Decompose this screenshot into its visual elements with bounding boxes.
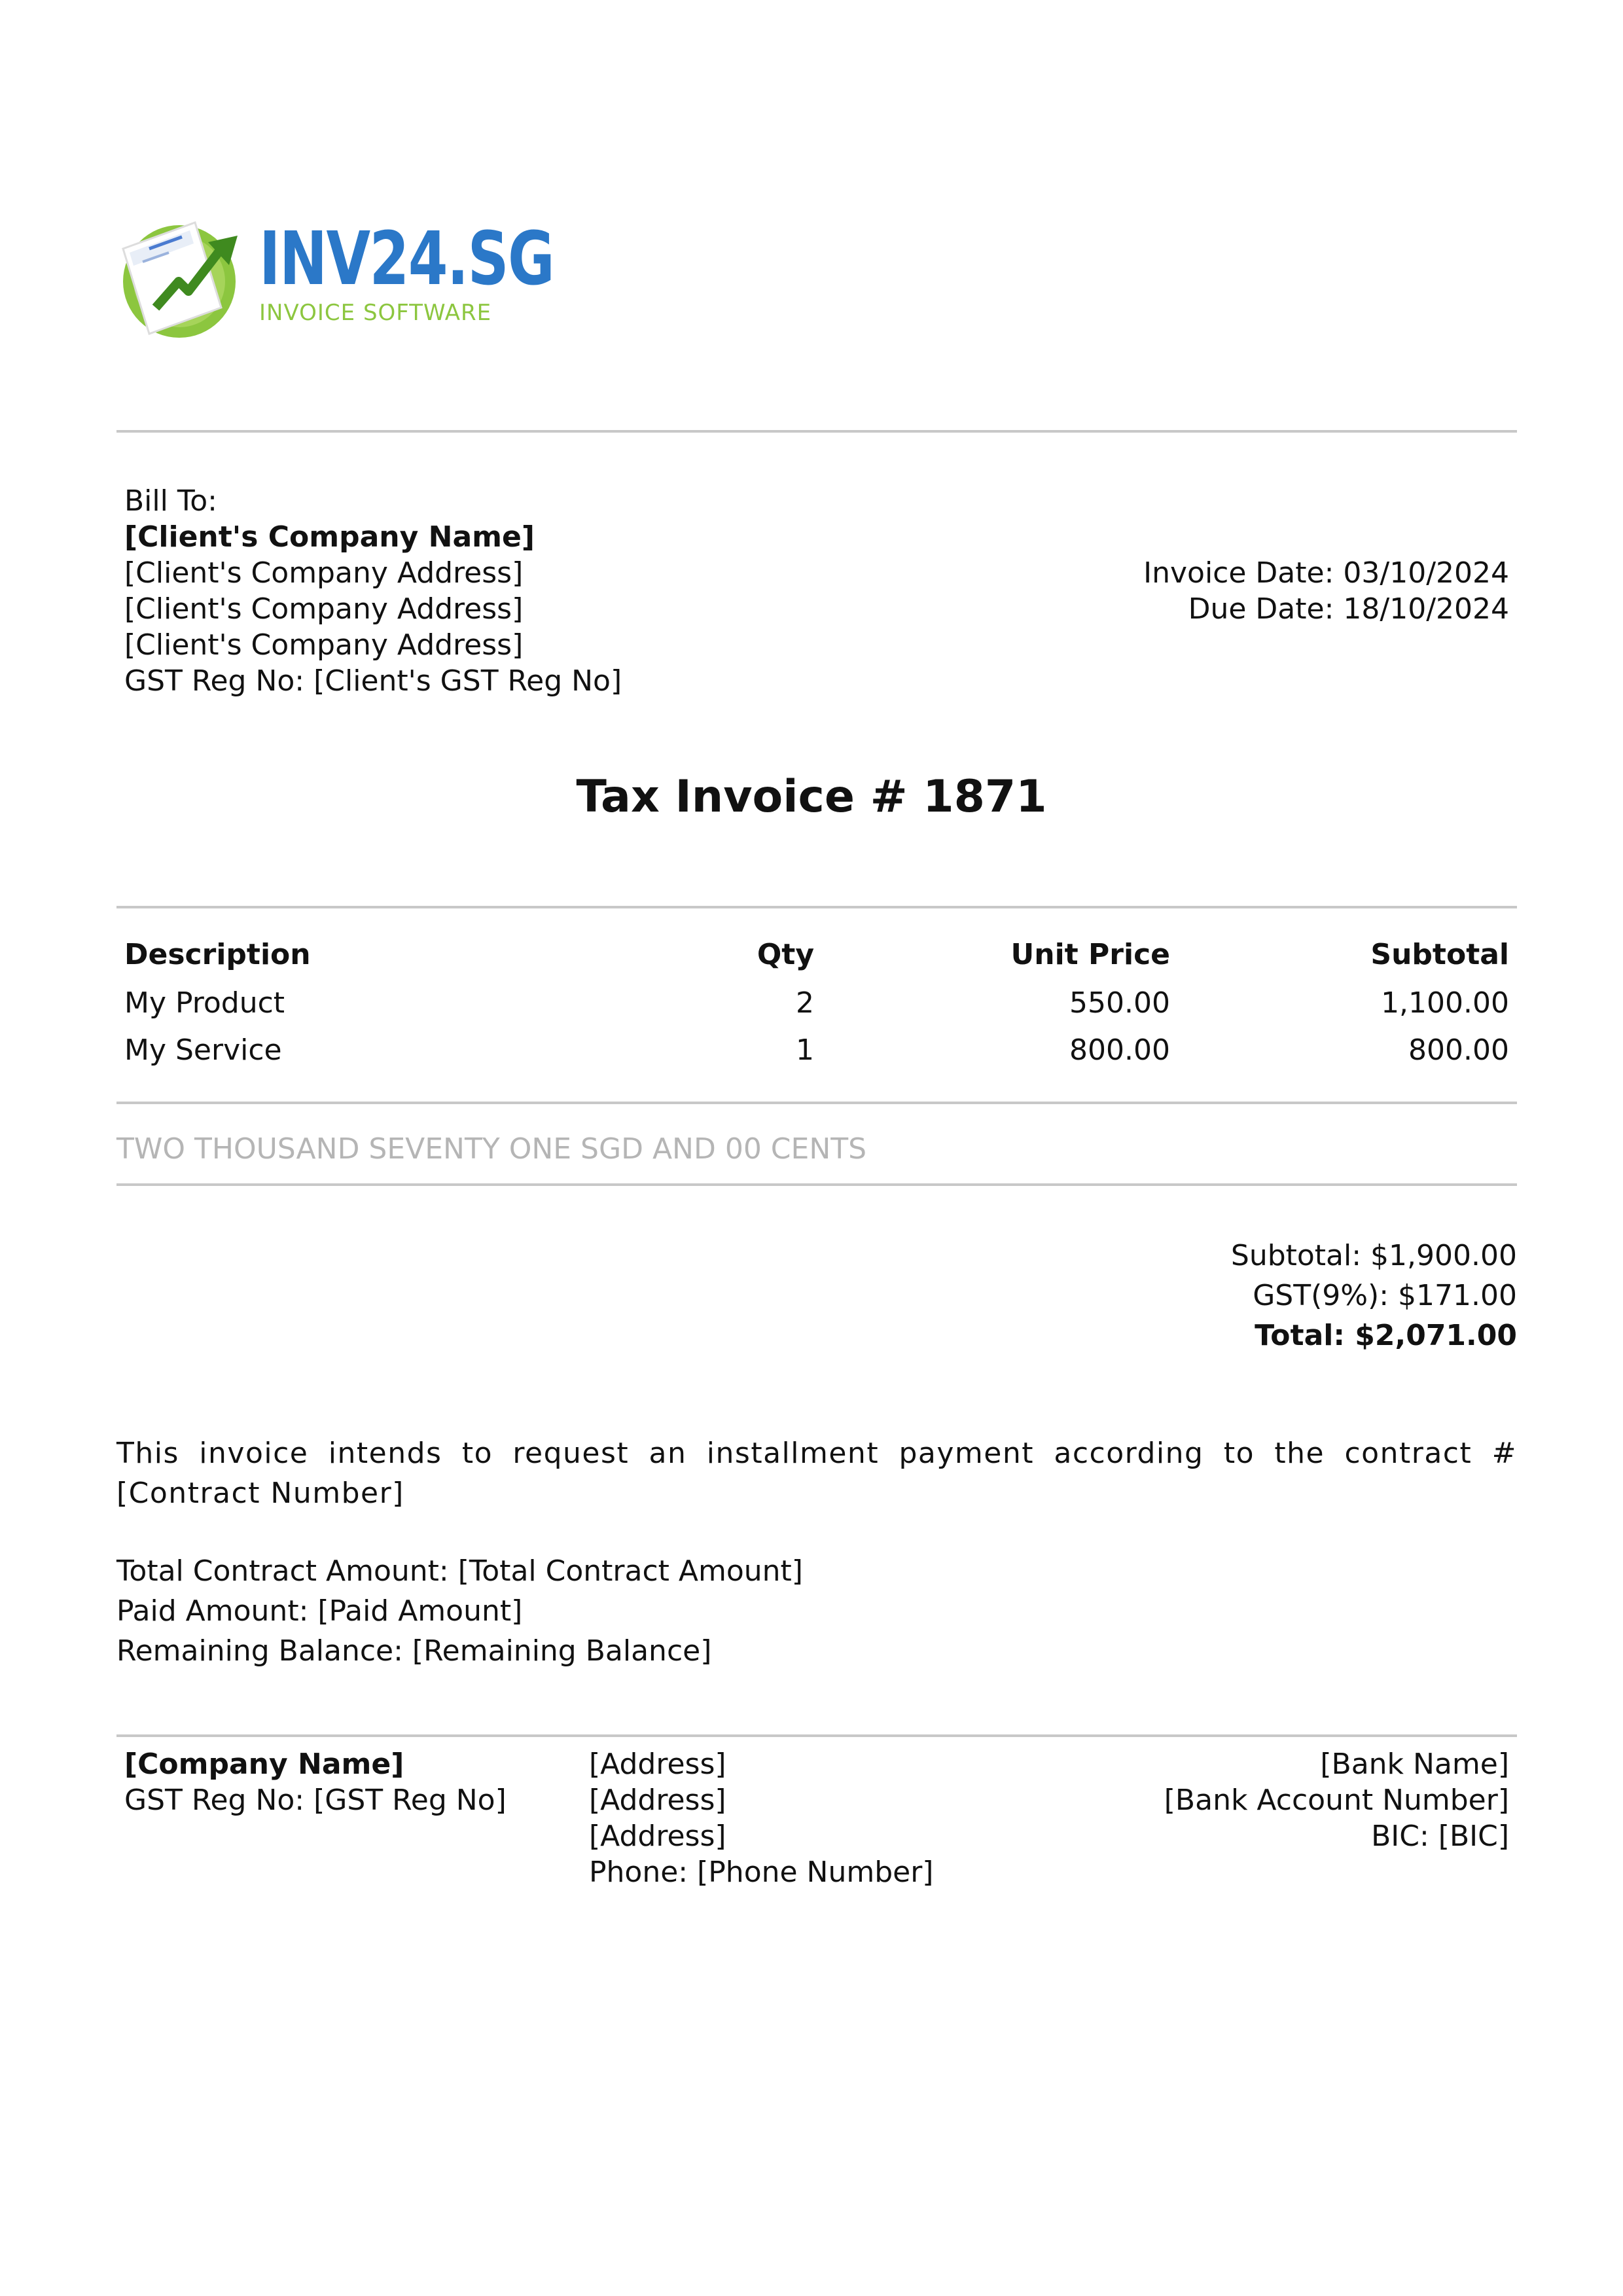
bill-to-block	[124, 483, 622, 699]
divider-top	[116, 430, 1517, 433]
installment-note: This invoice intends to request an installment payment according to the contract # [Contract Number]	[116, 1437, 1517, 1510]
logo-text	[259, 217, 637, 326]
table-row	[116, 979, 1517, 1026]
cell-unit-price: 550.00	[1069, 986, 1170, 1020]
header-subtotal: Subtotal	[1370, 937, 1509, 971]
header-unit-price: Unit Price	[1010, 937, 1170, 971]
amount-in-words: TWO THOUSAND SEVENTY ONE SGD AND 00 CENTS	[116, 1132, 867, 1166]
table-header-row	[116, 929, 1517, 979]
contract-amounts	[116, 1551, 803, 1671]
paid-amount: Paid Amount: [Paid Amount]	[116, 1594, 523, 1628]
cell-unit-price: 800.00	[1069, 1033, 1170, 1067]
company-logo	[116, 209, 554, 347]
footer-bank	[1164, 1746, 1509, 1854]
header-qty: Qty	[757, 937, 814, 971]
divider-table-top	[116, 906, 1517, 908]
invoice-dates	[1143, 555, 1509, 627]
cell-description: My Product	[124, 986, 285, 1020]
remaining-balance: Remaining Balance: [Remaining Balance]	[116, 1634, 712, 1668]
footer-bic: BIC: [BIC]	[1371, 1820, 1509, 1853]
footer-address	[589, 1746, 933, 1890]
client-address-line: [Client's Company Address]	[124, 592, 524, 626]
cell-qty: 2	[796, 986, 814, 1020]
footer-address-line: [Address]	[589, 1784, 726, 1817]
client-address-line: [Client's Company Address]	[124, 628, 524, 662]
cell-qty: 1	[796, 1033, 814, 1067]
divider-table-bottom	[116, 1102, 1517, 1104]
footer-address-line: [Address]	[589, 1748, 726, 1781]
divider-words	[116, 1183, 1517, 1186]
footer-bank-account: [Bank Account Number]	[1164, 1784, 1509, 1817]
divider-footer	[116, 1734, 1517, 1737]
total-contract-amount: Total Contract Amount: [Total Contract Amount]	[116, 1554, 803, 1588]
footer-address-line: [Address]	[589, 1820, 726, 1853]
totals-total: Total: $2,071.00	[1255, 1319, 1517, 1352]
client-company-name: [Client's Company Name]	[124, 520, 535, 554]
line-items-table	[116, 929, 1517, 1073]
footer-bank-name: [Bank Name]	[1320, 1748, 1509, 1781]
invoice-date: Invoice Date: 03/10/2024	[1143, 556, 1509, 590]
logo-tagline: INVOICE SOFTWARE	[259, 300, 492, 326]
logo-graphic-icon	[116, 209, 247, 340]
totals-block	[1231, 1236, 1517, 1355]
cell-subtotal: 1,100.00	[1381, 986, 1509, 1020]
bill-to-label: Bill To:	[124, 484, 217, 518]
logo-brand: INV24.SG	[259, 217, 554, 302]
footer-company	[124, 1746, 507, 1818]
client-gst-reg: GST Reg No: [Client's GST Reg No]	[124, 664, 622, 698]
footer-company-name: [Company Name]	[124, 1748, 404, 1781]
cell-description: My Service	[124, 1033, 282, 1067]
footer-gst-reg: GST Reg No: [GST Reg No]	[124, 1784, 507, 1817]
totals-subtotal: Subtotal: $1,900.00	[1230, 1239, 1517, 1272]
cell-subtotal: 800.00	[1408, 1033, 1509, 1067]
invoice-title: Tax Invoice # 1871	[576, 771, 1047, 823]
due-date: Due Date: 18/10/2024	[1188, 592, 1509, 626]
footer-phone: Phone: [Phone Number]	[589, 1856, 934, 1889]
table-row	[116, 1026, 1517, 1073]
header-description: Description	[124, 937, 311, 971]
totals-gst: GST(9%): $171.00	[1253, 1279, 1517, 1312]
client-address-line: [Client's Company Address]	[124, 556, 524, 590]
